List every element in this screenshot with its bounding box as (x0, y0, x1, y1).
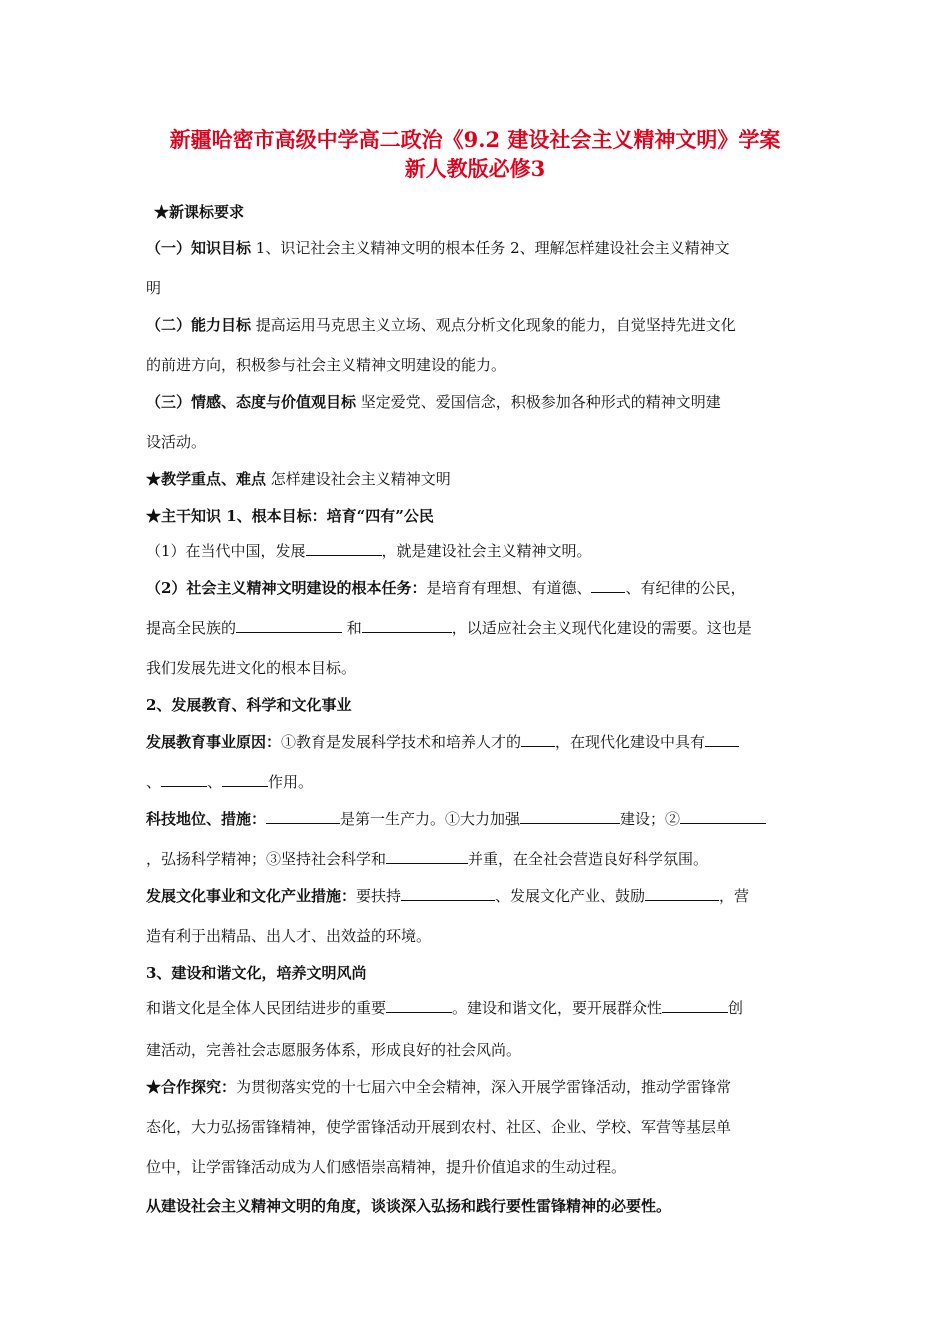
harmony-text-a: 和谐文化是全体人民团结进步的重要 (146, 999, 387, 1017)
culture-text-c: ，营 (719, 887, 750, 905)
science-measures (146, 809, 766, 829)
emotion-goal (146, 392, 721, 412)
emotion-goal-text: 坚定爱党、爱国信念，积极参加各种形式的精神文明建 (356, 393, 721, 411)
item-2-text-a: 是培育有理想、有道德、 (426, 579, 592, 597)
science-text-a: 是第一生产力。①大力加强 (340, 810, 521, 828)
key-points-label: ★教学重点、难点 (146, 470, 267, 488)
knowledge-goal-label: （一）知识目标 (146, 239, 252, 257)
blank[interactable] (266, 809, 340, 824)
item-2-text-e: ，以适应社会主义现代化建设的需要。这也是 (451, 619, 752, 637)
emotion-goal-cont: 设活动。 (146, 433, 207, 451)
key-points-text: 怎样建设社会主义精神文明 (266, 470, 451, 488)
education-reason (146, 732, 739, 752)
education-reason-cont (146, 772, 313, 792)
blank[interactable] (401, 886, 495, 901)
blank[interactable] (520, 809, 620, 824)
blank[interactable] (362, 618, 452, 633)
knowledge-goal-cont: 明 (146, 279, 162, 297)
culture-measures-cont: 造有利于出精品、出人才、出效益的环境。 (146, 927, 432, 945)
item-2 (146, 578, 745, 598)
cooperative-text-c: 位中，让学雷锋活动成为人们感悟崇高精神，提升价值追求的生动过程。 (146, 1158, 627, 1176)
science-text-d: 并重，在全社会营造良好科学氛围。 (468, 850, 709, 868)
item-2-text-c: 提高全民族的 (146, 619, 237, 637)
knowledge-goal-text: 1、识记社会主义精神文明的根本任务 2、理解怎样建设社会主义精神文 (251, 239, 730, 257)
education-reason-label: 发展教育事业原因： (146, 733, 282, 751)
key-points (146, 469, 451, 489)
ability-goal-text: 提高运用马克思主义立场、观点分析文化现象的能力，自觉坚持先进文化 (251, 316, 736, 334)
education-text-e: 作用。 (268, 773, 314, 791)
blank[interactable] (306, 541, 382, 556)
blank[interactable] (705, 732, 739, 747)
blank[interactable] (386, 849, 468, 864)
cooperative-text-a: 为贯彻落实党的十七届六中全会精神，深入开展学雷锋活动，推动学雷锋常 (236, 1078, 732, 1096)
culture-measures-label: 发展文化事业和文化产业措施： (146, 887, 357, 905)
culture-text-a: 要扶持 (356, 887, 402, 905)
science-measures-label: 科技地位、措施： (146, 810, 267, 828)
culture-text-b: 、发展文化产业、鼓励 (495, 887, 646, 905)
blank[interactable] (222, 772, 268, 787)
blank[interactable] (591, 578, 625, 593)
ability-goal-cont: 的前进方向，积极参与社会主义精神文明建设的能力。 (146, 356, 507, 374)
emotion-goal-label: （三）情感、态度与价值观目标 (146, 393, 357, 411)
blank[interactable] (662, 998, 728, 1013)
item-1 (146, 541, 592, 561)
cooperative-inquiry (146, 1077, 731, 1097)
science-measures-cont (146, 849, 708, 869)
harmony-text-c: 创 (728, 999, 744, 1017)
item-2-text-d: 和 (342, 619, 362, 637)
ability-goal (146, 315, 736, 335)
discussion-question: 从建设社会主义精神文明的角度，谈谈深入弘扬和践行要性雷锋精神的必要性。 (146, 1197, 672, 1215)
education-text-a: ①教育是发展科学技术和培养人才的 (281, 733, 522, 751)
cooperative-text-b: 态化，大力弘扬雷锋精神，使学雷锋活动开展到农村、社区、企业、学校、军营等基层单 (146, 1118, 732, 1136)
requirements-heading: ★新课标要求 (154, 203, 245, 221)
ability-goal-label: （二）能力目标 (146, 316, 252, 334)
item-1-text-b: ，就是建设社会主义精神文明。 (381, 542, 592, 560)
main-knowledge-heading: ★主干知识 1、根本目标：培育“四有”公民 (146, 507, 434, 525)
blank[interactable] (680, 809, 766, 824)
item-2-label: （2）社会主义精神文明建设的根本任务： (146, 579, 427, 597)
education-text-d: 、 (207, 773, 223, 791)
item-2-cont-2: 我们发展先进文化的根本目标。 (146, 659, 357, 677)
harmony-text-b: 。建设和谐文化，要开展群众性 (452, 999, 663, 1017)
culture-measures (146, 886, 749, 906)
blank[interactable] (236, 618, 342, 633)
document-title-line1: 新疆哈密市高级中学高二政治《9.2 建设社会主义精神文明》学案 (169, 127, 781, 152)
section-2-heading: 2、发展教育、科学和文化事业 (146, 696, 352, 714)
education-text-b: ，在现代化建设中具有 (555, 733, 706, 751)
science-text-b: 建设；② (620, 810, 681, 828)
blank[interactable] (521, 732, 555, 747)
harmony-text (146, 998, 743, 1018)
item-2-text-b: 、有纪律的公民， (625, 579, 746, 597)
item-2-cont (146, 618, 752, 638)
item-1-text-a: （1）在当代中国，发展 (146, 542, 306, 560)
science-text-c: ，弘扬科学精神；③坚持社会科学和 (146, 850, 387, 868)
education-text-c: 、 (146, 773, 162, 791)
document-title-line2: 新人教版必修3 (404, 156, 546, 181)
knowledge-goal (146, 238, 730, 258)
blank[interactable] (161, 772, 207, 787)
blank[interactable] (645, 886, 719, 901)
section-3-heading: 3、建设和谐文化，培养文明风尚 (146, 964, 367, 982)
harmony-cont: 建活动，完善社会志愿服务体系，形成良好的社会风尚。 (146, 1041, 522, 1059)
cooperative-inquiry-label: ★合作探究： (146, 1078, 237, 1096)
blank[interactable] (386, 998, 452, 1013)
